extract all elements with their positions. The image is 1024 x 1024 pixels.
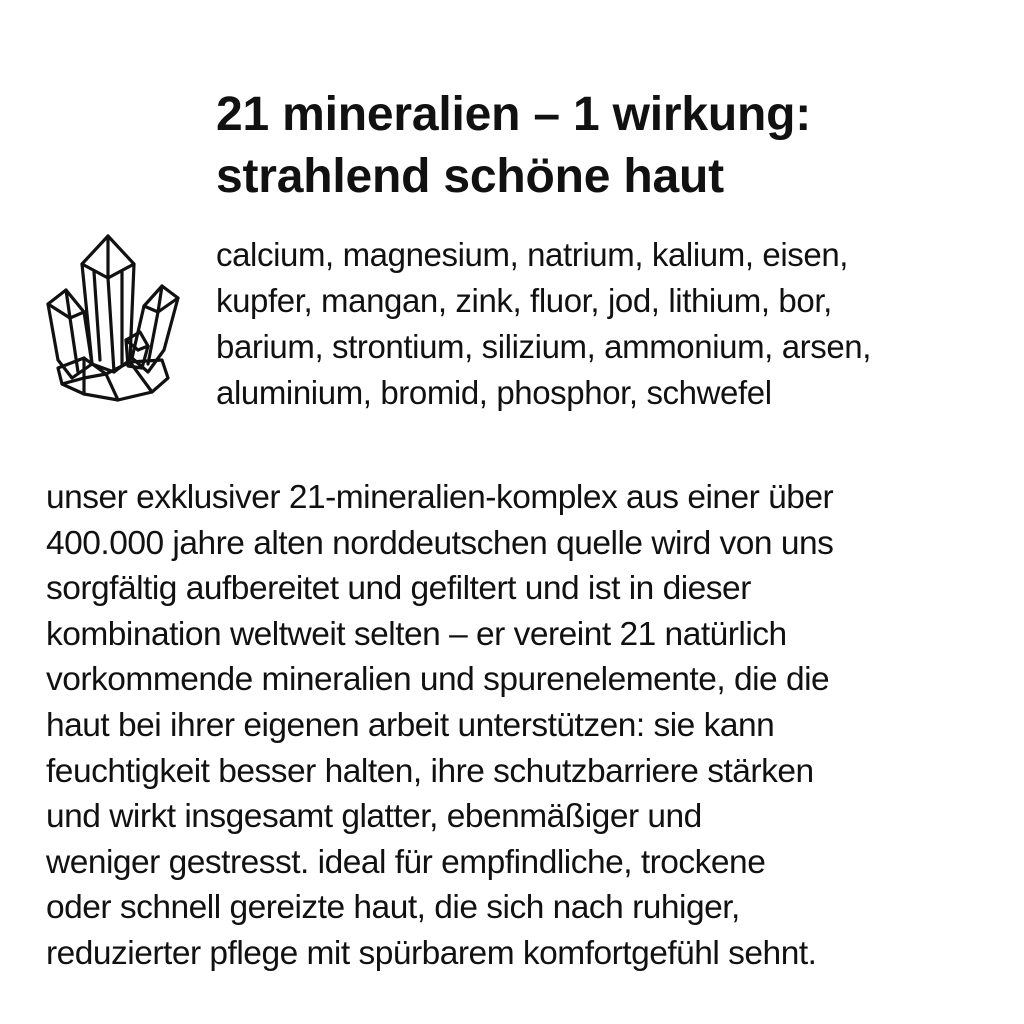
description-line: und wirkt insgesamt glatter, ebenmäßiger und: [46, 798, 702, 836]
description-line: oder schnell gereizte haut, die sich nach ruhiger,: [46, 889, 740, 927]
description-line: feuchtigkeit besser halten, ihre schutzbarriere stärken: [46, 752, 814, 790]
mineral-list-line: barium, strontium, silizium, ammonium, arsen,: [216, 328, 872, 365]
headline: [216, 84, 1006, 208]
description-line: sorgfältig aufbereitet und gefiltert und ist in dieser: [46, 570, 751, 608]
headline-line: 21 mineralien – 1 wirkung:: [216, 88, 812, 141]
description-line: kombination weltweit selten – er vereint 21 natürlich: [46, 615, 787, 653]
description-line: weniger gestresst. ideal für empfindliche, trockene: [46, 843, 766, 881]
description-line: reduzierter pflege mit spürbarem komfortgefühl sehnt.: [46, 934, 817, 972]
description-line: haut bei ihrer eigenen arbeit unterstützen: sie kann: [46, 706, 775, 744]
mineral-list-line: aluminium, bromid, phosphor, schwefel: [216, 374, 772, 411]
headline-line: strahlend schöne haut: [216, 150, 724, 203]
mineral-list: [216, 232, 1006, 416]
crystal-cluster-icon: [44, 232, 182, 404]
mineral-list-line: calcium, magnesium, natrium, kalium, eisen,: [216, 236, 849, 273]
description-line: unser exklusiver 21-mineralien-komplex aus einer über: [46, 479, 834, 516]
description-line: vorkommende mineralien und spurenelemente, die die: [46, 661, 830, 699]
mineral-list-line: kupfer, mangan, zink, fluor, jod, lithium, bor,: [216, 282, 832, 319]
description-paragraph: [46, 475, 1006, 977]
description-line: 400.000 jahre alten norddeutschen quelle wird von uns: [46, 524, 834, 562]
